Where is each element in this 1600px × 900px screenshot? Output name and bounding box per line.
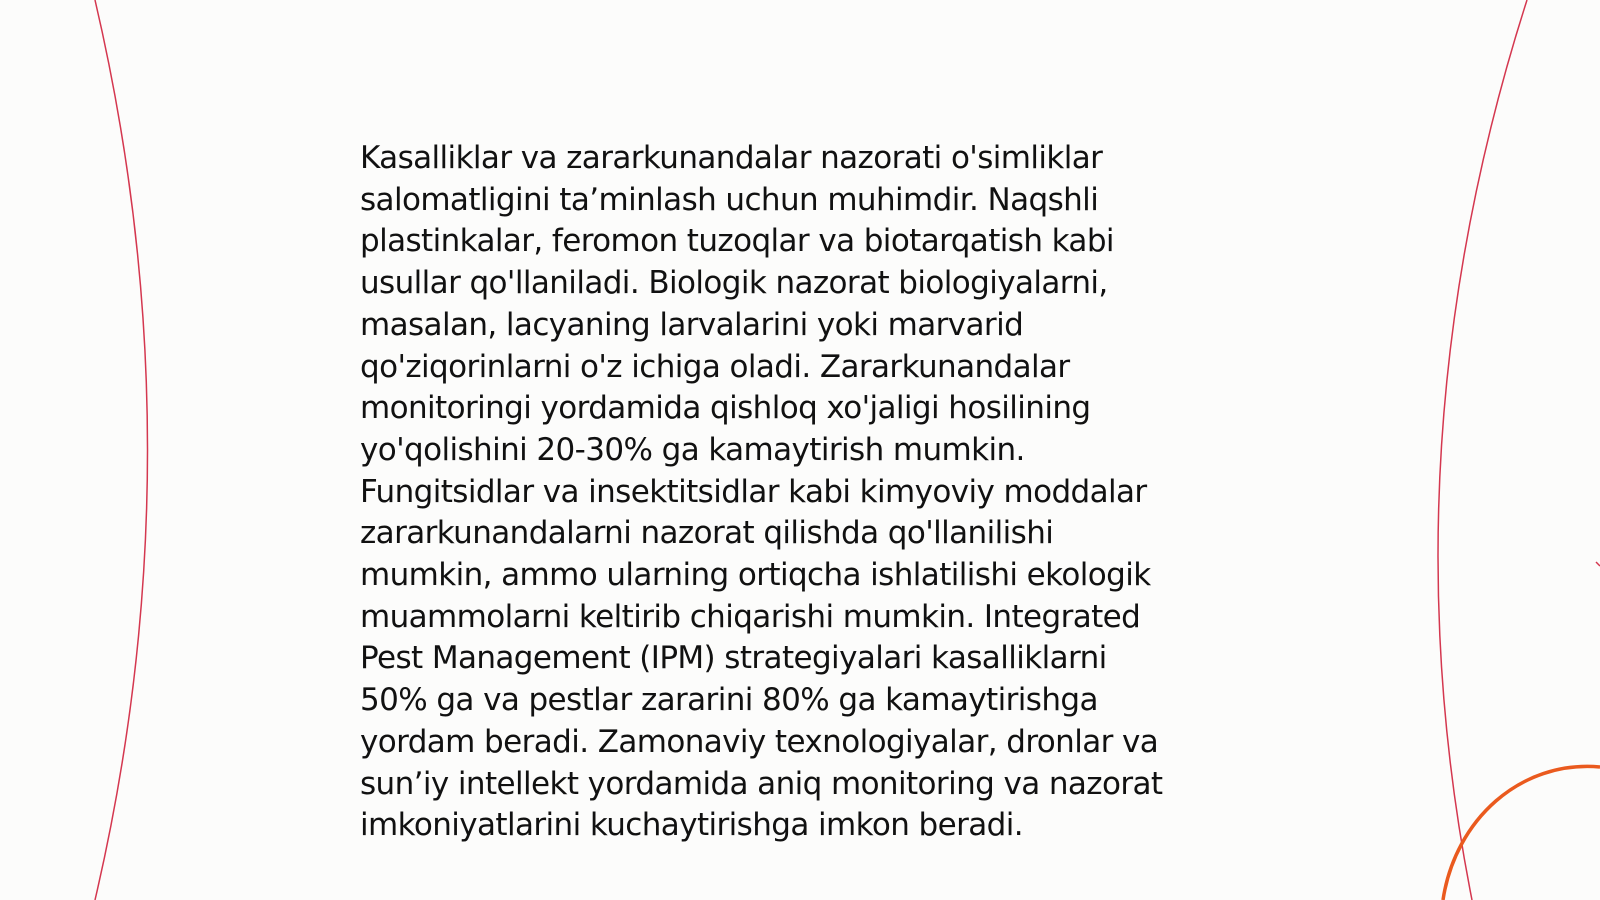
paragraph-line: Fungitsidlar va insektitsidlar kabi kimyoviy moddalar (360, 473, 1147, 510)
left-curve (95, 0, 148, 900)
paragraph-line: zararkunandalarni nazorat qilishda qo'llanilishi (360, 515, 1054, 552)
paragraph-line: yordam beradi. Zamonaviy texnologiyalar, dronlar va (360, 723, 1159, 760)
paragraph-line: 50% ga va pestlar zararini 80% ga kamaytirishga (360, 682, 1098, 719)
paragraph-line: Kasalliklar va zararkunandalar nazorati o'simliklar (360, 140, 1103, 176)
paragraph-line: imkoniyatlarini kuchaytirishga imkon beradi. (360, 807, 1023, 844)
paragraph-line: monitoringi yordamida qishloq xo'jaligi hosilining (360, 390, 1091, 427)
paragraph-line: usullar qo'llaniladi. Biologik nazorat biologiyalarni, (360, 265, 1108, 302)
paragraph-line: Pest Management (IPM) strategiyalari kasalliklarni (360, 640, 1107, 677)
right-curve (1438, 0, 1527, 900)
body-paragraph (360, 138, 1240, 847)
paragraph-line: muammolarni keltirib chiqarishi mumkin. Integrated (360, 598, 1141, 635)
paragraph-line: qo'ziqorinlarni o'z ichiga oladi. Zararkunandalar (360, 348, 1070, 385)
paragraph-line: sun’iy intellekt yordamida aniq monitoring va nazorat (360, 765, 1163, 802)
paragraph-line: yo'qolishini 20-30% ga kamaytirish mumkin. (360, 431, 1025, 468)
accent-tick (1596, 562, 1600, 566)
paragraph-line: masalan, lacyaning larvalarini yoki marvarid (360, 306, 1024, 343)
accent-arc (1443, 766, 1600, 900)
paragraph-line: plastinkalar, feromon tuzoqlar va biotarqatish kabi (360, 223, 1114, 260)
paragraph-line: mumkin, ammo ularning ortiqcha ishlatilishi ekologik (360, 557, 1151, 594)
paragraph-line: salomatligini ta’minlash uchun muhimdir. Naqshli (360, 181, 1099, 218)
